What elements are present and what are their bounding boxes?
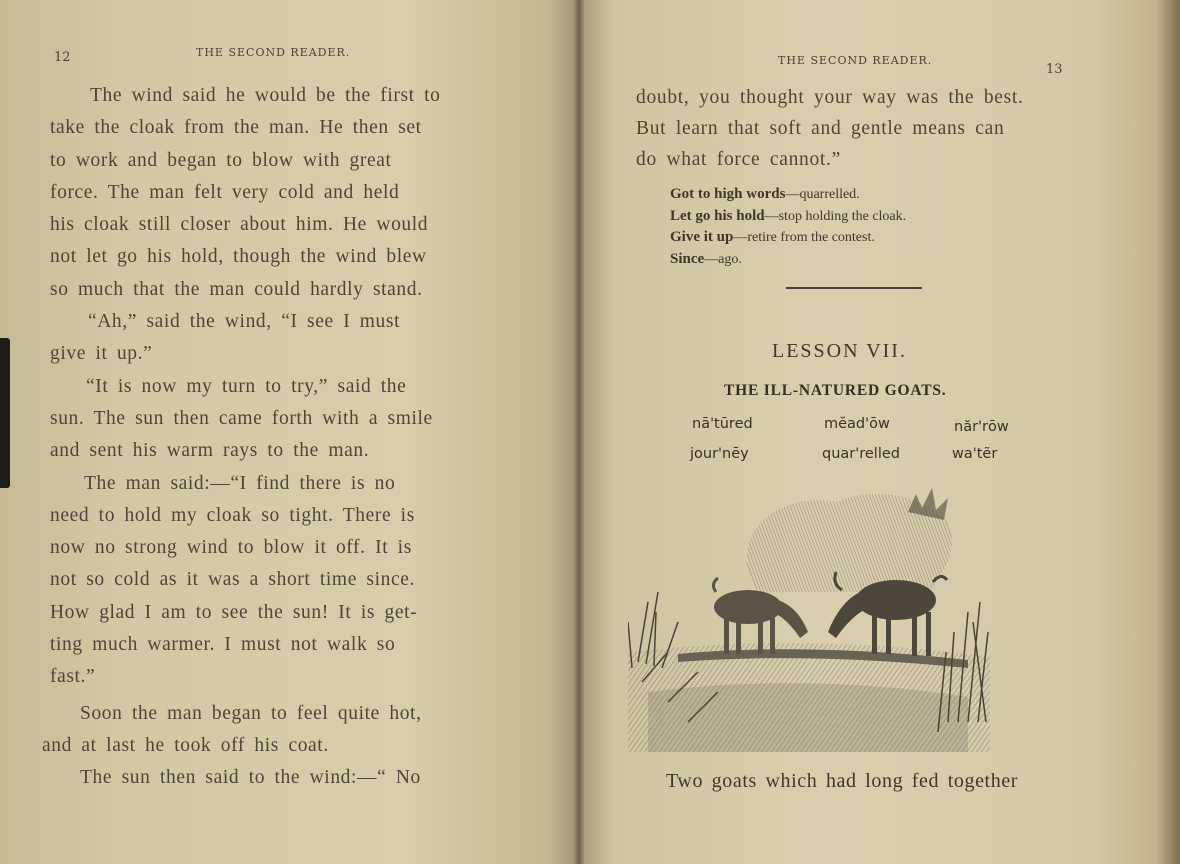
text-line: not let go his hold, though the wind blew bbox=[50, 246, 427, 268]
glossary-term: Give it up bbox=[670, 229, 734, 245]
vocab-word: jour'nēy bbox=[690, 446, 749, 462]
illustration-caption: Two goats which had long fed together bbox=[666, 770, 1019, 792]
vocab-word: quar'relled bbox=[822, 446, 900, 462]
text-line: give it up.” bbox=[50, 343, 153, 365]
text-line: sun. The sun then came forth with a smile bbox=[50, 407, 433, 429]
text-line: ting much warmer. I must not walk so bbox=[50, 634, 396, 656]
text-line: But learn that soft and gentle means can bbox=[636, 118, 1005, 139]
page-number-left: 12 bbox=[54, 50, 71, 65]
text-line: so much that the man could hardly stand. bbox=[50, 278, 423, 300]
page-number-right: 13 bbox=[1046, 62, 1063, 77]
text-line: not so cold as it was a short time since. bbox=[50, 569, 415, 591]
text-line: The wind said he would be the first to bbox=[90, 85, 441, 106]
vocab-word: nā'tūred bbox=[692, 416, 753, 432]
text-line: doubt, you thought your way was the best. bbox=[636, 87, 1024, 108]
water-reflection bbox=[648, 683, 968, 752]
text-line: “It is now my turn to try,” said the bbox=[86, 375, 407, 397]
glossary-definition: —retire from the contest. bbox=[733, 230, 875, 245]
text-line: need to hold my cloak so tight. There is bbox=[50, 504, 415, 526]
right-body-text bbox=[636, 82, 1024, 175]
goats-engraving-illustration bbox=[628, 482, 990, 752]
text-line: do what force cannot.” bbox=[636, 149, 841, 170]
glossary-definition: —stop holding the cloak. bbox=[764, 208, 907, 224]
vocab-word: mĕad'ōw bbox=[824, 416, 890, 432]
lesson-subtitle: THE ILL-NATURED GOATS. bbox=[724, 382, 947, 399]
text-line: The man said:—“I find there is no bbox=[84, 472, 396, 494]
running-head-right: THE SECOND READER. bbox=[778, 54, 933, 67]
glossary-term: Got to high words bbox=[670, 186, 786, 202]
text-line: and at last he took off his coat. bbox=[42, 734, 329, 756]
text-line: The sun then said to the wind:—“ No bbox=[80, 767, 421, 789]
glossary-definition: —quarrelled. bbox=[785, 187, 860, 202]
glossary bbox=[670, 184, 906, 270]
text-line: now no strong wind to blow it off. It is bbox=[50, 537, 412, 559]
glossary-entry bbox=[670, 227, 906, 249]
text-line: fast.” bbox=[50, 666, 96, 688]
lesson-title: LESSON VII. bbox=[772, 340, 907, 362]
text-line: “Ah,” said the wind, “I see I must bbox=[88, 311, 401, 333]
text-line: Soon the man began to feel quite hot, bbox=[80, 702, 422, 724]
glossary-term: Let go his hold bbox=[670, 207, 765, 224]
glossary-entry bbox=[670, 206, 906, 228]
glossary-entry bbox=[670, 249, 906, 271]
book-spine bbox=[574, 0, 584, 864]
page-tab-marker bbox=[0, 338, 10, 488]
left-page bbox=[0, 0, 578, 864]
text-line: take the cloak from the man. He then set bbox=[50, 117, 422, 139]
section-divider bbox=[786, 287, 922, 289]
left-body-text bbox=[42, 80, 441, 795]
text-line: his cloak still closer about him. He would bbox=[50, 214, 429, 236]
text-line: force. The man felt very cold and held bbox=[50, 181, 400, 203]
running-head-left: THE SECOND READER. bbox=[196, 46, 351, 59]
vocab-word: năr'rōw bbox=[954, 419, 1009, 435]
text-line: and sent his warm rays to the man. bbox=[50, 440, 370, 462]
glossary-definition: —ago. bbox=[704, 251, 742, 267]
text-line: How glad I am to see the sun! It is get- bbox=[50, 601, 418, 623]
vocab-word: wa'tẽr bbox=[952, 446, 998, 462]
text-line: to work and began to blow with great bbox=[50, 149, 392, 171]
glossary-entry bbox=[670, 184, 906, 206]
glossary-term: Since bbox=[670, 250, 705, 267]
